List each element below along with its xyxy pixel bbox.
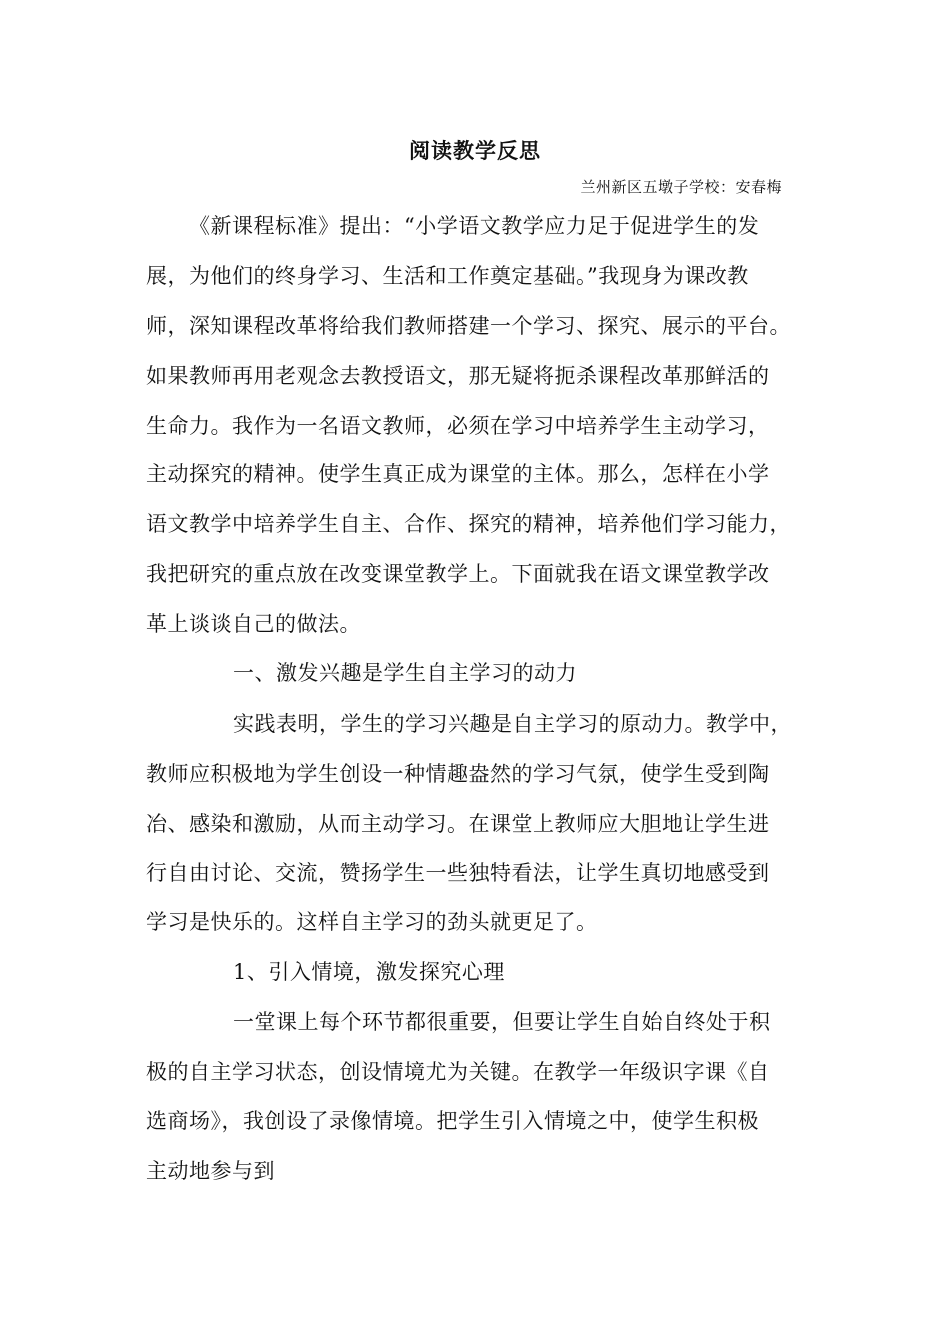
text-line: 《新课程标准》提出：“小学语文教学应力足于促进学生的发 xyxy=(189,214,760,238)
text-line: 学习是快乐的。这样自主学习的劲头就更足了。 xyxy=(146,910,598,934)
text-line: 师，深知课程改革将给我们教师搭建一个学习、探究、展示的平台。 xyxy=(146,314,791,338)
text-line: 教师应积极地为学生创设一种情趣盎然的学习气氛，使学生受到陶 xyxy=(146,762,770,786)
text-line: 极的自主学习状态，创设情境尤为关键。在教学一年级识字课《自 xyxy=(146,1060,770,1084)
text-line: 选商场》，我创设了录像情境。把学生引入情境之中，使学生积极 xyxy=(146,1109,759,1133)
text-line: 一堂课上每个环节都很重要，但要让学生自始自终处于积 xyxy=(233,1010,771,1034)
subsection-heading: 1、引入情境，激发探究心理 xyxy=(233,960,505,984)
text-line: 我把研究的重点放在改变课堂教学上。下面就我在语文课堂教学改 xyxy=(146,562,770,586)
text-line: 展，为他们的终身学习、生活和工作奠定基础。”我现身为课改教 xyxy=(146,264,749,288)
page-title: 阅读教学反思 xyxy=(409,138,541,163)
author-line: 兰州新区五墩子学校：安春梅 xyxy=(580,178,782,196)
text-line: 生命力。我作为一名语文教师，必须在学习中培养学生主动学习， xyxy=(146,414,770,438)
text-line: 革上谈谈自己的做法。 xyxy=(146,612,361,636)
text-line: 主动探究的精神。使学生真正成为课堂的主体。那么，怎样在小学 xyxy=(146,462,770,486)
text-line: 主动地参与到 xyxy=(146,1159,275,1183)
text-line: 如果教师再用老观念去教授语文，那无疑将扼杀课程改革那鲜活的 xyxy=(146,364,770,388)
text-line: 语文教学中培养学生自主、合作、探究的精神，培养他们学习能力， xyxy=(146,512,791,536)
text-line: 实践表明，学生的学习兴趣是自主学习的原动力。教学中， xyxy=(233,712,792,736)
text-line: 行自由讨论、交流，赞扬学生一些独特看法，让学生真切地感受到 xyxy=(146,861,770,885)
section-heading: 一、激发兴趣是学生自主学习的动力 xyxy=(233,661,577,685)
text-line: 冶、感染和激励，从而主动学习。在课堂上教师应大胆地让学生进 xyxy=(146,812,770,836)
